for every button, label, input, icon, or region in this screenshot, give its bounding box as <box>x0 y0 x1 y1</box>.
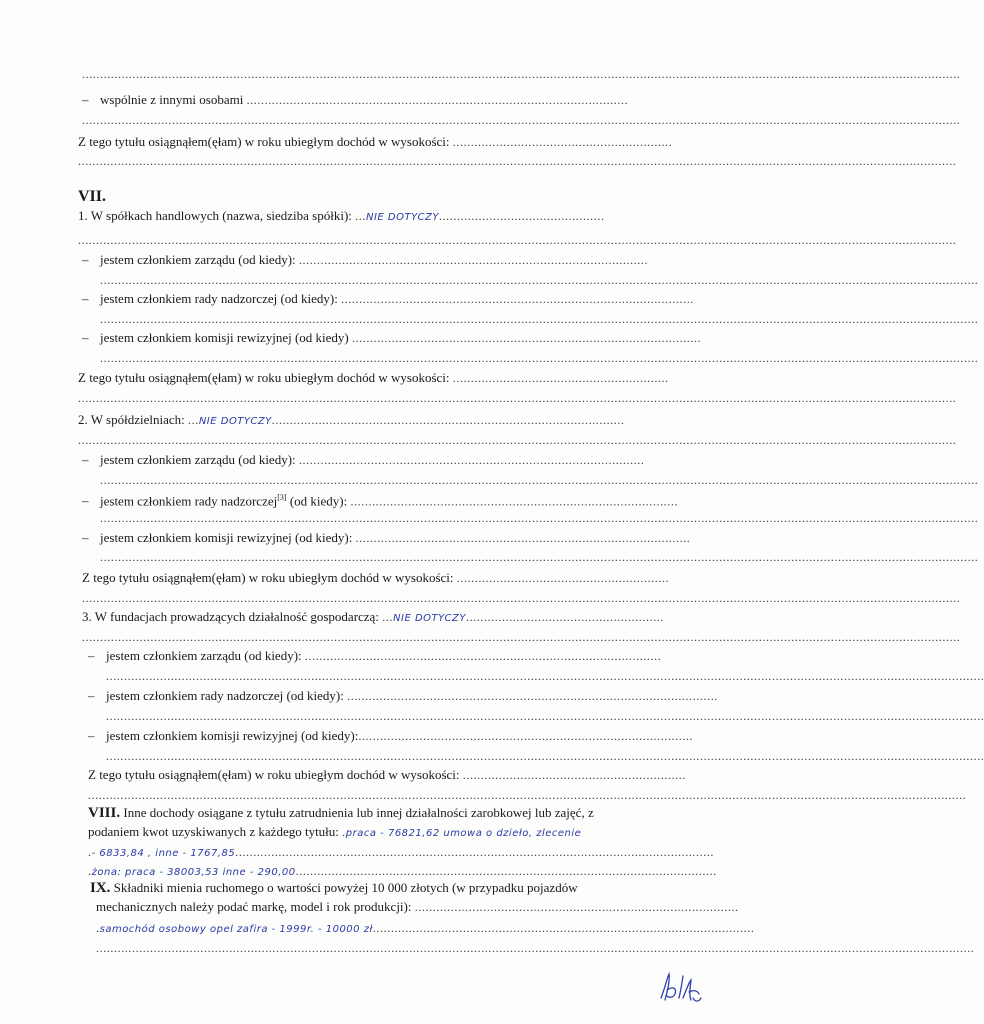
section-ix-line-2: mechanicznych należy podać markę, model i rok produkcji): .......................................................................................... <box>96 899 739 914</box>
audit-line: – jestem członkiem komisji rewizyjnej (od kiedy) ................................................................................................. <box>82 330 702 345</box>
dotted-line: .................................................................................................................................................................................................................................................... <box>100 511 979 525</box>
companies-line: 1. W spółkach handlowych (nazwa, siedziba spółki): ...NIE DOTYCZY.............................................. <box>78 208 605 223</box>
supervisory-line: – jestem członkiem rady nadzorczej[3] (od kiedy): ........................................................................................... <box>82 493 679 509</box>
income-line: Z tego tytułu osiągnąłem(ęłam) w roku ubiegłym dochód w wysokości: ............................................................ <box>78 370 669 385</box>
handwritten-entry: NIE DOTYCZY <box>198 416 272 427</box>
dotted-line: .................................................................................................................................................................................................................................................... <box>82 630 961 644</box>
dotted-line: .................................................................................................................................................................................................................................................... <box>96 941 975 955</box>
handwritten-entry: - 6833,84 , inne - 1767,85 <box>91 848 236 859</box>
dotted-line: .................................................................................................................................................................................................................................................... <box>88 788 967 802</box>
section-vii-heading: VII. <box>78 188 107 205</box>
dotted-line: .................................................................................................................................................................................................................................................... <box>100 273 979 287</box>
board-line: – jestem członkiem zarządu (od kiedy): ................................................................................................... <box>88 648 662 663</box>
section-viii-line-4: .żona: praca - 38003,53 inne - 290,00..................................................................................................................... <box>88 864 717 878</box>
dotted-line: .................................................................................................................................................................................................................................................... <box>100 550 979 564</box>
board-line: – jestem członkiem zarządu (od kiedy): ................................................................................................. <box>82 252 649 267</box>
income-line: Z tego tytułu osiągnąłem(ęłam) w roku ubiegłym dochód w wysokości: .............................................................. <box>88 767 686 782</box>
dotted-line: .................................................................................................................................................................................................................................................... <box>78 391 957 405</box>
signature-image <box>655 968 705 1010</box>
handwritten-entry: praca - 76821,62 umowa o dzieło, zlecenie <box>345 828 582 839</box>
section-viii-line-1: VIII. Inne dochody osiągane z tytułu zatrudnienia lub innej działalności zarobkowej lub zajęć, z <box>88 805 594 821</box>
dotted-line: .................................................................................................................................................................................................................................................... <box>106 749 984 763</box>
income-line: Z tego tytułu osiągnąłem(ęłam) w roku ubiegłym dochód w wysokości: ........................................................... <box>82 570 670 585</box>
dotted-line: .................................................................................................................................................................................................................................................... <box>82 113 961 127</box>
dotted-line: .................................................................................................................................................................................................................................................... <box>100 351 979 365</box>
audit-line: – jestem członkiem komisji rewizyjnej (od kiedy): ............................................................................................. <box>82 530 691 545</box>
handwritten-entry: żona: praca - 38003,53 inne - 290,00 <box>91 867 296 878</box>
dotted-line: .................................................................................................................................................................................................................................................... <box>106 669 984 683</box>
supervisory-line: – jestem członkiem rady nadzorczej (od kiedy): .................................................................................................. <box>82 291 694 306</box>
dotted-line: .................................................................................................................................................................................................................................................... <box>82 591 961 605</box>
income-line: Z tego tytułu osiągnąłem(ęłam) w roku ubiegłym dochód w wysokości: ............................................................. <box>78 134 673 149</box>
dotted-line: .................................................................................................................................................................................................................................................... <box>78 154 957 168</box>
dotted-line: .................................................................................................................................................................................................................................................... <box>82 67 961 81</box>
section-ix-line-3: .samochód osobowy opel zafira - 1999r. - 10000 zł.......................................................................................................... <box>96 921 755 935</box>
section-ix-line-1: IX. Składniki mienia ruchomego o wartości powyżej 10 000 złotych (w przypadku pojazdów <box>90 880 578 896</box>
dotted-line: .................................................................................................................................................................................................................................................... <box>78 233 957 247</box>
handwritten-entry: NIE DOTYCZY <box>365 212 439 223</box>
supervisory-line: – jestem członkiem rady nadzorczej (od kiedy): ....................................................................................................... <box>88 688 718 703</box>
audit-line: – jestem członkiem komisji rewizyjnej (od kiedy):............................................................................................. <box>88 728 694 743</box>
cooperatives-line: 2. W spółdzielniach: ...NIE DOTYCZY.................................................................................................. <box>78 412 625 427</box>
board-line: – jestem członkiem zarządu (od kiedy): ................................................................................................ <box>82 452 645 467</box>
section-viii-line-2: podaniem kwot uzyskiwanych z każdego tytułu: .praca - 76821,62 umowa o dzieło, zlecenie <box>88 824 582 839</box>
dotted-line: .................................................................................................................................................................................................................................................... <box>100 312 979 326</box>
section-viii-line-3: .- 6833,84 , inne - 1767,85..................................................................................................................................... <box>88 845 715 859</box>
handwritten-entry: samochód osobowy opel zafira - 1999r. - 10000 zł <box>99 924 373 935</box>
jointly-line: – wspólnie z innymi osobami .......................................................................................................... <box>82 92 629 107</box>
dotted-line: .................................................................................................................................................................................................................................................... <box>100 473 979 487</box>
dotted-line: .................................................................................................................................................................................................................................................... <box>78 433 957 447</box>
handwritten-entry: NIE DOTYCZY <box>393 613 466 624</box>
dotted-line: .................................................................................................................................................................................................................................................... <box>106 709 984 723</box>
foundations-line: 3. W fundacjach prowadzących działalność gospodarczą: ...NIE DOTYCZY....................................................... <box>82 609 664 624</box>
